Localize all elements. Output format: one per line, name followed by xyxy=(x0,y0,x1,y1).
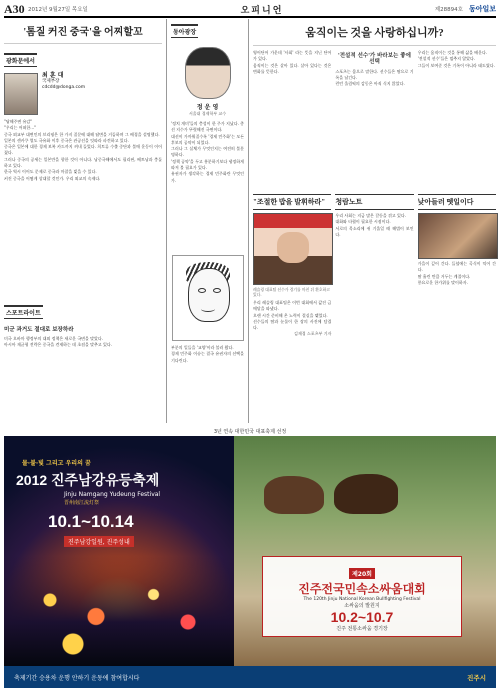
festival-tagline: 물·불·빛 그리고 우리의 꿈 xyxy=(22,460,91,467)
bull-icon xyxy=(264,476,324,514)
date-line: 2012년 9월27일 목요일 xyxy=(28,7,88,13)
bullfight-subtitle: 소싸움의 발원지 xyxy=(344,603,380,609)
paragraph: 중국 외교부 대변인의 브리핑은 한 가지 질문에 대해 답변을 거듭하며 그 배경을 설명했다. xyxy=(4,131,160,137)
paragraph: 커진 중국을 어떻게 상대할 것인가. 우리 외교의 숙제다. xyxy=(4,175,101,181)
right-headline: 움직이는 것을 사랑하십니까? xyxy=(253,19,496,46)
spotlight-title: 스포트라이트 xyxy=(4,305,43,319)
bulls-photo xyxy=(264,466,404,526)
author-info xyxy=(42,73,85,115)
paragraph: 우리는 움직이는 것을 통해 삶을 배운다. xyxy=(417,50,488,55)
festival-hanja: 晋州南江流灯祭 xyxy=(64,500,100,506)
ad-top-text: 3년 연속 대한민국 대표축제 선정 xyxy=(4,426,496,438)
festival-english: Jinju Namgang Yudeung Festival xyxy=(64,491,161,498)
paragraph: 스포츠는 몸으로 말한다. 선수들은 땀으로 기록을 남긴다. xyxy=(335,68,414,80)
caricature-eye xyxy=(213,288,221,293)
paragraph: 중국은 일본에 대한 경제 보복 카드까지 꺼내 들었다. 희토류 수출 중단과 불매 운동이 이어졌다. xyxy=(4,144,162,156)
middle-author-desc: 서울대 경제학부 교수 xyxy=(188,111,227,116)
author-name: 최 훈 대 xyxy=(42,72,64,79)
sports-box xyxy=(253,194,331,337)
bullfight-panel xyxy=(234,436,496,666)
paragraph: '정치 개미'들의 충성이 한 주가 지났다. 총선 지수가 뚜렷해진 국면이다. xyxy=(171,121,244,133)
sports-byline: 김재경 스포츠부 기자 xyxy=(294,331,332,337)
festival-advertisement xyxy=(4,426,496,688)
paragraph: 그들이 보여준 것은 기록이 아니라 태도였다. xyxy=(417,62,495,68)
paragraph: 아시아 재균형 전략은 중국을 견제하는 데 초점을 맞추고 있다. xyxy=(4,342,113,348)
masthead-right xyxy=(376,4,496,14)
caricature-eye xyxy=(198,288,206,293)
right-col-box xyxy=(418,194,496,337)
paragraph: 풍요로운 한가위를 맞이하자. xyxy=(417,279,468,285)
paragraph: 부분의 일들을 '교양'이라 불러 왔다. xyxy=(171,345,234,350)
paragraph: 땀 흘린 만큼 거두는 계절이다. xyxy=(417,273,471,279)
festival-venue: 진주남강일원, 진주성내 xyxy=(64,536,134,547)
right-subhead: '전설적 선수'가 바라보는 좋에 선택 xyxy=(338,53,411,66)
paragraph: 한국 역시 이어도 문제로 중국과 마찰을 빚을 수 있다. xyxy=(4,169,97,175)
bullfight-edition: 제20회 xyxy=(349,568,375,579)
author-desc-1: 국제부장 xyxy=(42,79,60,84)
paragraph: 대선이 가까워질수록 '경제 민주화'는 모든 후보의 공약이 되었다. xyxy=(171,133,244,145)
spotlight-heading: 미군 과거도 절대로 보장하라 xyxy=(4,327,74,333)
paragraph: 우리 레슬링 대표팀은 이번 대회에서 값진 금메달을 따냈다. xyxy=(253,300,332,312)
opinion-box-title: 청람노트 xyxy=(335,194,413,210)
right-column xyxy=(248,19,496,423)
spotlight-body xyxy=(4,336,162,349)
masthead xyxy=(4,2,496,18)
text-column xyxy=(253,50,331,190)
paragraph: 대화와 타협이 필요한 시점이다. xyxy=(335,219,391,225)
bull-icon xyxy=(334,474,398,514)
paragraph: '전설적 선수'들은 멈추지 않았다. xyxy=(417,56,476,62)
left-headline: '톰질 커진 중국'을 어찌할꼬 xyxy=(4,19,162,44)
left-column xyxy=(4,19,162,423)
issue-number: 제28894호 xyxy=(434,7,463,13)
paragraph: 우리 사회는 지금 많은 갈등을 겪고 있다. xyxy=(335,213,407,218)
left-body xyxy=(4,119,162,299)
author-block xyxy=(4,73,162,115)
paragraph: 그러나 중국의 공세는 일본만을 향한 것이 아니다. 남중국해에서도 필리핀, 베트남과 충돌하고 있다. xyxy=(4,156,162,169)
lower-boxes xyxy=(253,194,496,337)
sports-body xyxy=(253,300,331,331)
paragraph: 오랜 시간 준비해 온 노력이 결실을 맺었다. xyxy=(253,312,328,318)
sports-box-title: "조절한 밥을 발휘하라" xyxy=(253,194,331,210)
lanterns-illustration xyxy=(4,556,234,666)
caricature-mouth xyxy=(201,306,215,312)
city-logo: 진주시 xyxy=(467,673,486,682)
page-number: A30 xyxy=(4,1,25,16)
middle-column-title: 동아광장 xyxy=(171,24,198,38)
author-photo xyxy=(4,73,38,115)
festival-title: 2012 진주남강유등축제 xyxy=(16,472,160,488)
caricature-illustration xyxy=(172,255,244,341)
paragraph: 유권자가 생각하는 경제 민주화란 무엇인가. xyxy=(171,171,244,183)
paragraph: 영어단어 가운데 '사회' 라는 뜻을 지닌 단어가 있다. xyxy=(253,50,332,62)
bullfight-venue: 진주 전통소싸움 경기장 xyxy=(336,626,388,632)
ad-bottom-text: 축제기간 승용차 운행 안하기 운동에 참여합시다 xyxy=(14,674,140,682)
paragraph: "우리는 어떠한…" xyxy=(4,125,37,131)
bullfight-english: The 120th Jinju National Korean Bullfighting Festival xyxy=(303,597,421,602)
paragraph: 미국 오바마 행정부의 대외 정책은 새로운 국면을 맞았다. xyxy=(4,336,104,341)
bullfight-title: 진주전국민속소싸움대회 xyxy=(298,582,426,596)
column-photo xyxy=(418,213,498,259)
paragraph: 런던 올림픽의 감동은 아직 식지 않았다. xyxy=(335,81,405,87)
bullfight-label xyxy=(262,556,462,637)
opinion-body xyxy=(335,213,413,238)
author-photo xyxy=(185,47,231,99)
right-body-columns xyxy=(253,50,496,190)
paragraph: '정책 공약'을 두고 흥분하기보다 냉정하게 따져 볼 필요가 있다. xyxy=(171,158,244,171)
paragraph: 그러나 그 실체가 무엇인지는 여전히 불분명하다. xyxy=(171,146,244,158)
middle-column xyxy=(166,19,244,423)
middle-body-2 xyxy=(171,345,244,364)
column-title: 광화문에서 xyxy=(4,53,37,67)
paragraph: 서로의 목소리에 귀 기울일 때 해법이 보인다. xyxy=(335,225,414,237)
ad-bottom-bar xyxy=(4,666,496,688)
wrestler-photo xyxy=(253,213,333,285)
text-column xyxy=(335,50,413,190)
lantern-festival-panel xyxy=(4,436,234,666)
paragraph: "답해주면 유감" xyxy=(4,119,33,124)
paragraph: 일본의 센카쿠 열도 국유화 이후 중국은 관공선을 잇따라 파견하고 있다. xyxy=(4,137,129,143)
paragraph: 가을이 깊어 간다. 들녘에는 곡식이 익어 간다. xyxy=(417,261,496,273)
photo-caption: 레슬링 대표팀 선수가 경기를 마친 뒤 환호하고 있다. xyxy=(253,287,330,297)
section-title: 오피니언 xyxy=(240,5,284,16)
paragraph: 선수들의 땀과 눈물이 한 장의 사진에 담겼다. xyxy=(253,318,332,331)
author-desc-2: cdcdd@donga.com xyxy=(42,85,86,90)
paragraph: 움직이는 것은 살아 있다. 살아 있다는 것은 변화를 뜻한다. xyxy=(253,62,332,74)
middle-author-name: 정 운 영 xyxy=(196,104,219,111)
caricature-face xyxy=(188,268,230,322)
bullfight-dates: 10.2~10.7 xyxy=(330,609,394,625)
paragraph: 경제 민주화 이슈는 결국 유권자의 선택을 기다린다. xyxy=(171,351,244,363)
right-col-body xyxy=(418,261,496,286)
festival-dates: 10.1~10.14 xyxy=(48,512,134,531)
paper-name: 동아일보 xyxy=(468,5,496,13)
opinion-box xyxy=(335,194,413,337)
right-col-box-title: 낮아들러 뗏일이다 xyxy=(418,194,496,210)
text-column xyxy=(418,50,496,190)
middle-body xyxy=(171,121,244,251)
